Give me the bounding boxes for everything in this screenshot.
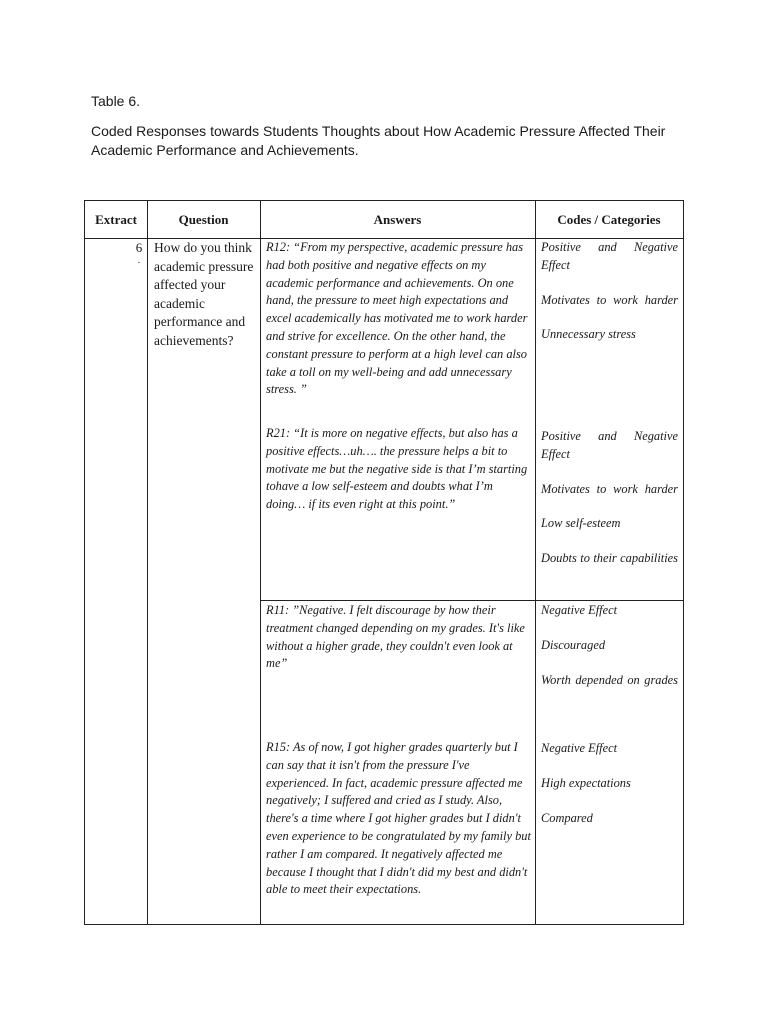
row-divider bbox=[260, 600, 683, 601]
code-item: Positive and Negative Effect bbox=[541, 240, 678, 272]
column-divider bbox=[147, 201, 148, 924]
answer-r21: R21: “It is more on negative effects, but also has a positive effects…uh…. the pressure helps a bit to motivate me but the negative side is that I’m starting tohave a low self-esteem and doubts what I’m doing… if its even right at this point.” bbox=[266, 426, 528, 512]
table-label: Table 6. bbox=[91, 93, 141, 109]
code-item: Discouraged bbox=[541, 637, 606, 652]
code-item: Compared bbox=[541, 810, 593, 825]
header-question: Question bbox=[178, 211, 229, 227]
column-divider bbox=[535, 201, 536, 924]
code-item: High expectations bbox=[541, 775, 631, 790]
question-text: How do you think academic pressure affected your academic performance and achievements? bbox=[154, 240, 254, 348]
extract-number-suffix: . bbox=[137, 255, 141, 266]
extract-number-digit: 6 bbox=[135, 240, 143, 255]
code-item: Worth depended on grades bbox=[541, 672, 678, 687]
answer-r15: R15: As of now, I got higher grades quarterly but I can say that it isn't from the pressure I've experienced. In fact, academic pressure affected me negatively; I suffered and cried as I study. Also, there's a time where I got higher grades but I didn't even experience to be congratulated by my family but rather I am compared. It negatively affected me because I thought that I didn't did my best and didn't able to meet their expectations. bbox=[266, 740, 531, 897]
code-item: Doubts to their capabilities bbox=[541, 551, 678, 566]
code-item: Unnecessary stress bbox=[541, 327, 636, 342]
codes-r15 bbox=[541, 740, 678, 827]
code-item: Motivates to work harder bbox=[541, 292, 678, 307]
table-caption: Coded Responses towards Students Thoughts about How Academic Pressure Affected Their Academic Performance and Achievements. bbox=[91, 123, 666, 158]
code-item: Motivates to work harder bbox=[541, 481, 678, 496]
column-divider bbox=[260, 201, 261, 924]
code-item: Negative Effect bbox=[541, 741, 618, 755]
codes-r12 bbox=[541, 239, 678, 344]
code-item: Positive and Negative Effect bbox=[541, 429, 678, 461]
codes-r11 bbox=[541, 602, 678, 689]
header-answers: Answers bbox=[373, 211, 422, 227]
header-codes: Codes / Categories bbox=[557, 211, 661, 227]
coded-responses-table bbox=[84, 200, 684, 925]
code-item: Negative Effect bbox=[541, 603, 618, 617]
extract-number bbox=[133, 239, 145, 266]
code-item: Low self-esteem bbox=[541, 516, 621, 531]
answer-r12: R12: “From my perspective, academic pressure has had both positive and negative effects on my academic performance and achievements. On one hand, the pressure to meet high expectations and excel academically has motivated me to work harder and strive for excellence. On the other hand, the constant pressure to perform at a high level can also take a toll on my well-being and add unnecessary stress. ” bbox=[266, 240, 528, 397]
header-extract: Extract bbox=[95, 211, 137, 227]
answer-r11: R11: ”Negative. I felt discourage by how their treatment changed depending on my grades. It's like without a higher grade, they couldn't even look at me” bbox=[266, 603, 525, 671]
codes-r21 bbox=[541, 428, 678, 568]
